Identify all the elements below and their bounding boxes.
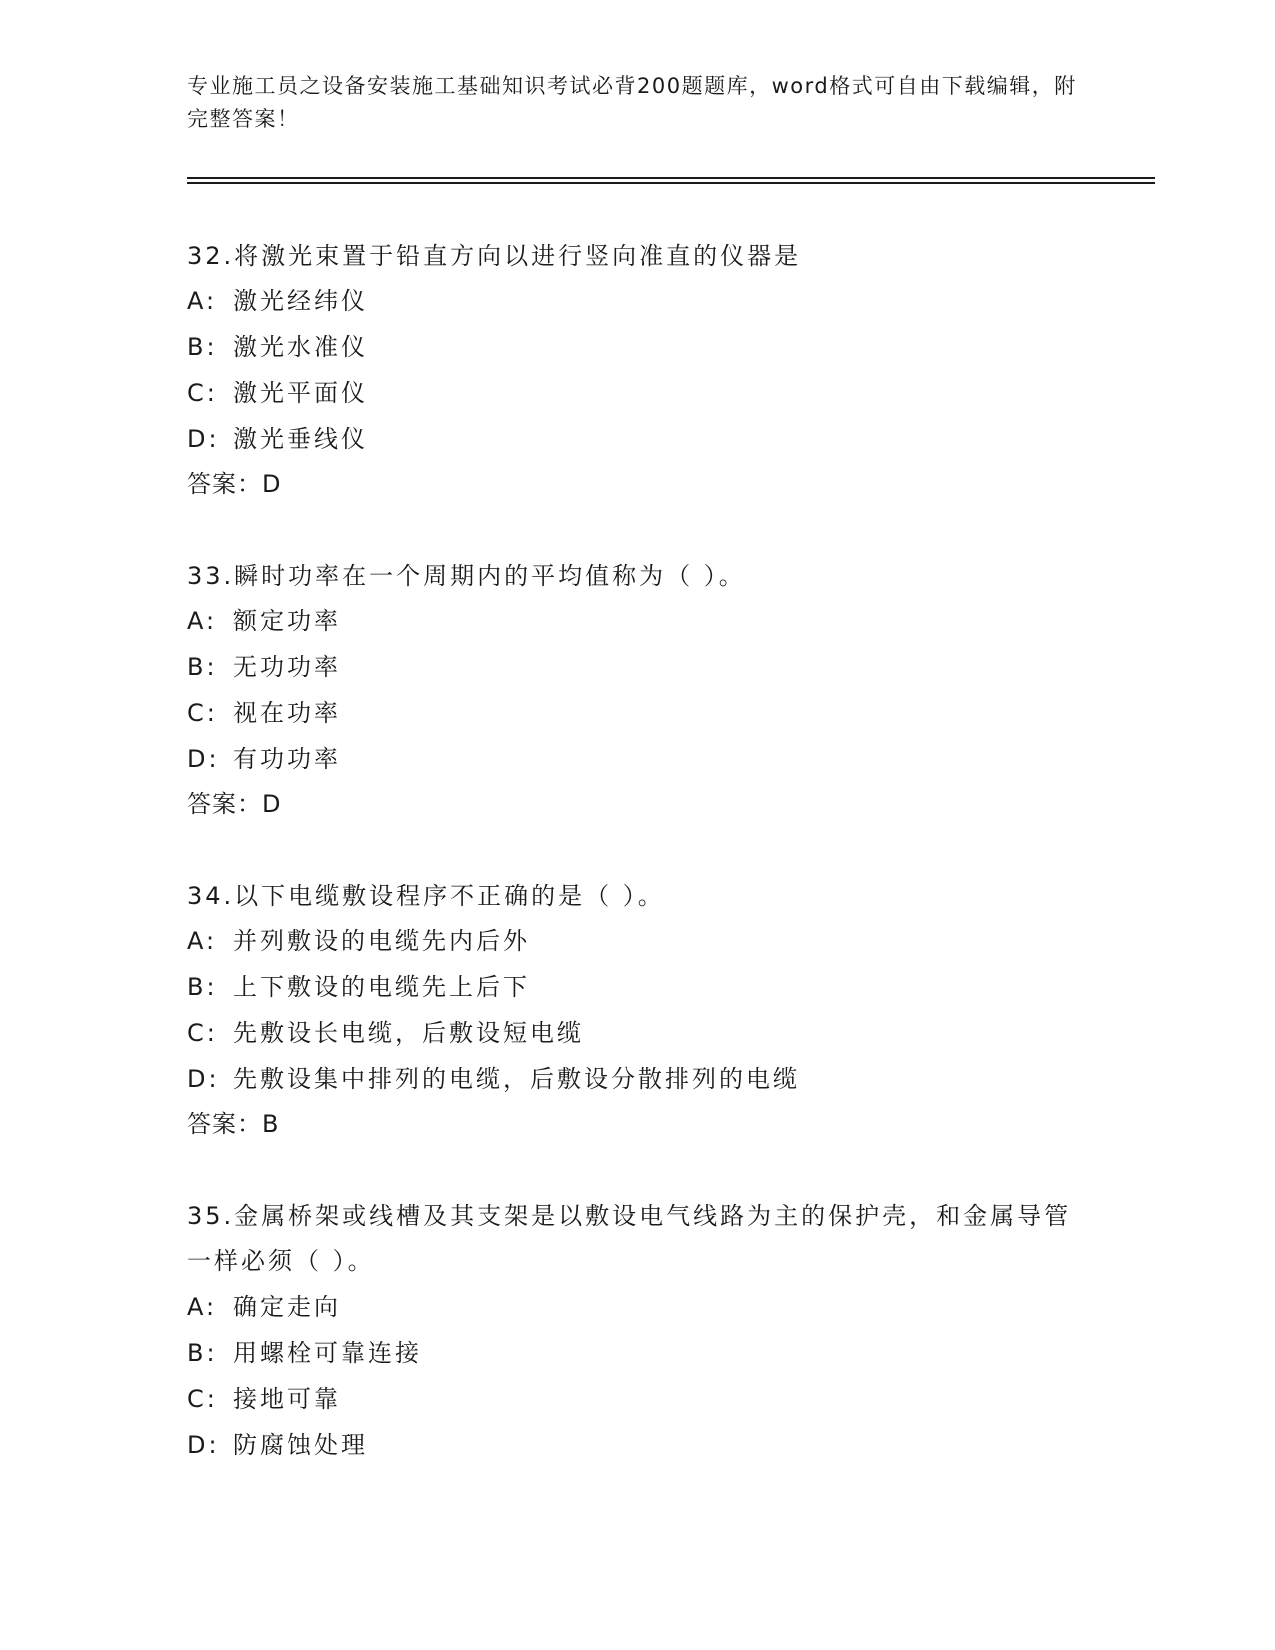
option-text: 无功功率 <box>233 653 341 681</box>
option-d <box>187 1422 1087 1468</box>
option-text: 先敷设长电缆，后敷设短电缆 <box>233 1019 584 1047</box>
document-header: 专业施工员之设备安装施工基础知识考试必背200题题库，word格式可自由下载编辑，附完整答案！ <box>187 74 1077 131</box>
option-key: D: <box>187 1065 220 1093</box>
option-text: 用螺栓可靠连接 <box>233 1339 422 1367</box>
question-text: 35.金属桥架或线槽及其支架是以敷设电气线路为主的保护壳，和金属导管一样必须（ ）。 <box>187 1202 1072 1275</box>
option-d <box>187 416 1087 462</box>
option-key: D: <box>187 745 220 773</box>
option-text: 激光平面仪 <box>233 379 368 407</box>
answer-line: 答案：D <box>187 470 282 498</box>
option-d <box>187 736 1087 782</box>
option-text: 上下敷设的电缆先上后下 <box>233 973 530 1001</box>
header-divider-bottom <box>187 182 1155 184</box>
option-b <box>187 964 1087 1010</box>
option-key: B: <box>187 333 218 361</box>
option-b <box>187 324 1087 370</box>
option-a <box>187 598 1087 644</box>
question-32 <box>187 234 1087 506</box>
option-text: 额定功率 <box>233 607 341 635</box>
option-text: 激光水准仪 <box>233 333 368 361</box>
option-key: B: <box>187 973 218 1001</box>
option-key: C: <box>187 1385 218 1413</box>
option-key: C: <box>187 379 218 407</box>
question-text: 34.以下电缆敷设程序不正确的是（ ）。 <box>187 882 665 910</box>
option-key: B: <box>187 653 218 681</box>
option-text: 并列敷设的电缆先内后外 <box>233 927 530 955</box>
option-text: 激光经纬仪 <box>233 287 368 315</box>
option-a <box>187 278 1087 324</box>
option-key: A: <box>187 927 218 955</box>
option-text: 视在功率 <box>233 699 341 727</box>
option-c <box>187 1376 1087 1422</box>
option-text: 有功功率 <box>233 745 341 773</box>
option-key: B: <box>187 1339 218 1367</box>
question-33 <box>187 554 1087 826</box>
option-c <box>187 370 1087 416</box>
question-35 <box>187 1194 1087 1468</box>
option-text: 先敷设集中排列的电缆，后敷设分散排列的电缆 <box>233 1065 800 1093</box>
answer-line: 答案：B <box>187 1110 280 1138</box>
option-key: D: <box>187 1431 220 1459</box>
option-key: A: <box>187 287 218 315</box>
option-c <box>187 1010 1087 1056</box>
option-d <box>187 1056 1087 1102</box>
header-divider-top <box>187 177 1155 179</box>
option-b <box>187 1330 1087 1376</box>
option-a <box>187 918 1087 964</box>
option-text: 防腐蚀处理 <box>233 1431 368 1459</box>
option-key: D: <box>187 425 220 453</box>
option-key: A: <box>187 607 218 635</box>
option-key: A: <box>187 1293 218 1321</box>
option-text: 接地可靠 <box>233 1385 341 1413</box>
question-text: 33.瞬时功率在一个周期内的平均值称为（ ）。 <box>187 562 746 590</box>
option-b <box>187 644 1087 690</box>
answer-line: 答案：D <box>187 790 282 818</box>
option-text: 确定走向 <box>233 1293 341 1321</box>
option-key: C: <box>187 699 218 727</box>
question-text: 32.将激光束置于铅直方向以进行竖向准直的仪器是 <box>187 242 802 270</box>
option-a <box>187 1284 1087 1330</box>
question-34 <box>187 874 1087 1146</box>
option-c <box>187 690 1087 736</box>
option-key: C: <box>187 1019 218 1047</box>
option-text: 激光垂线仪 <box>233 425 368 453</box>
